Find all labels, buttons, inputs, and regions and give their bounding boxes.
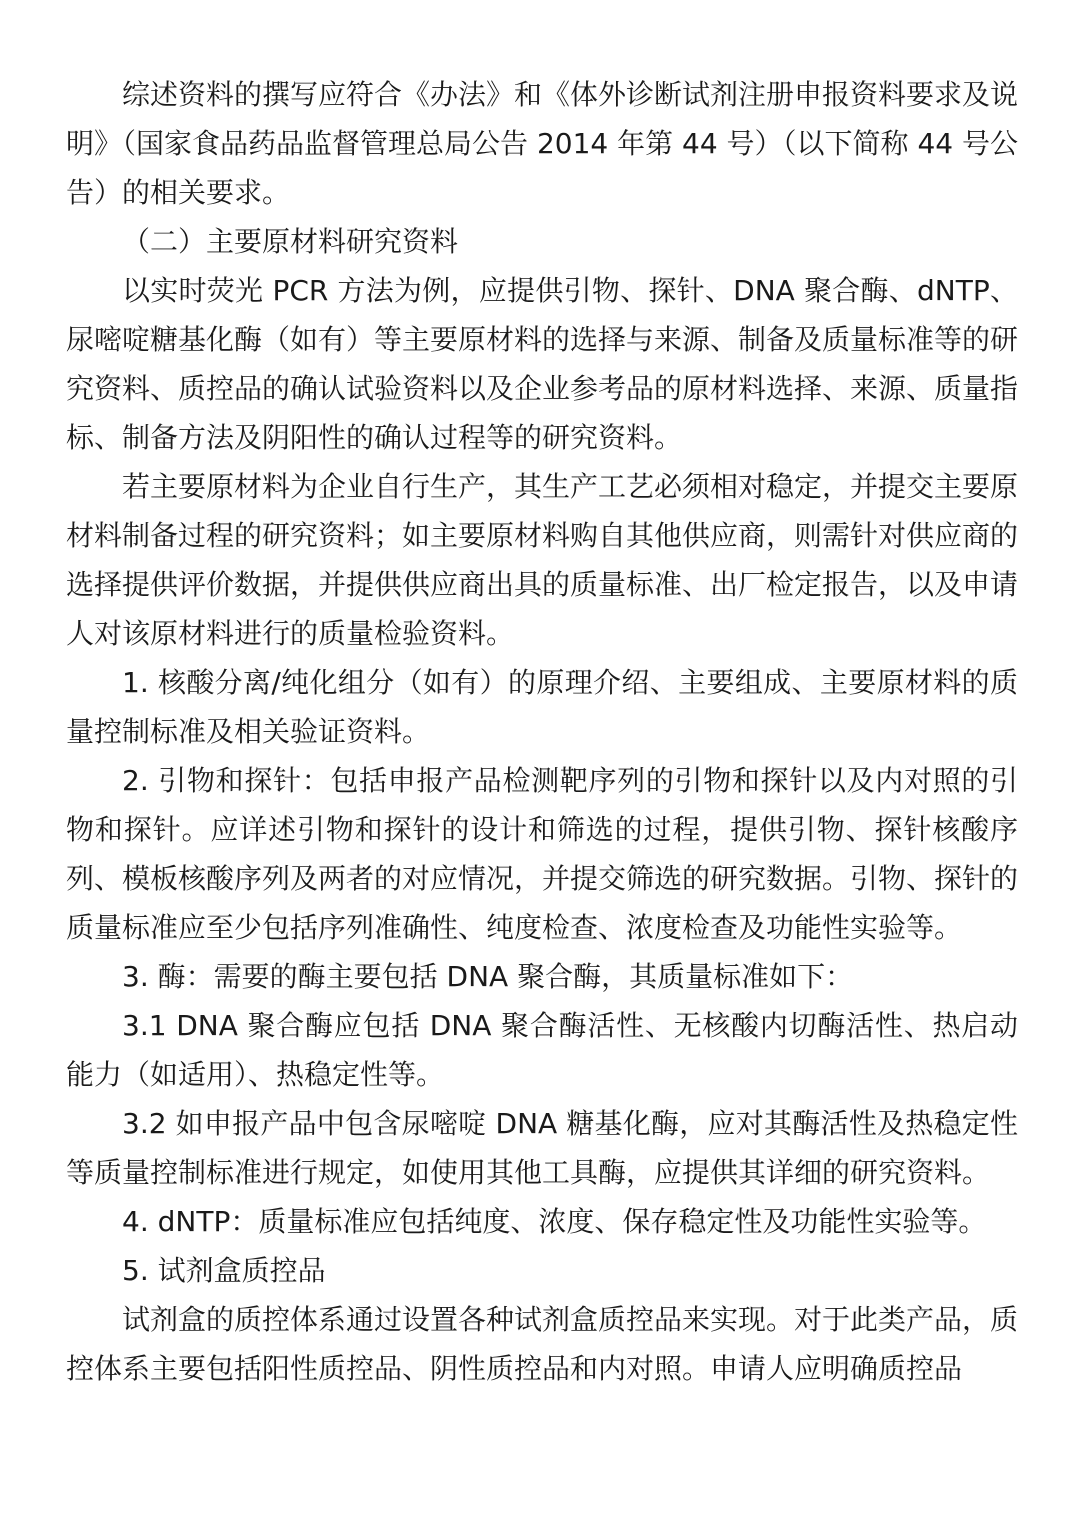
paragraph-overview-requirements: 综述资料的撰写应符合《办法》和《体外诊断试剂注册申报资料要求及说明》（国家食品药品监督管理总局公告 2014 年第 44 号）（以下简称 44 号公告）的相关要求。 — [66, 78, 1019, 209]
item-primers-probes: 2. 引物和探针：包括申报产品检测靶序列的引物和探针以及内对照的引物和探针。应详述引物和探针的设计和筛选的过程，提供引物、探针核酸序列、模板核酸序列及两者的对应情况，并提交筛选的研究数据。引物、探针的质量标准应至少包括序列准确性、纯度检查、浓度检查及功能性实验等。 — [66, 764, 1019, 944]
item-ung-enzyme: 3.2 如申报产品中包含尿嘧啶 DNA 糖基化酶，应对其酶活性及热稳定性等质量控制标准进行规定，如使用其他工具酶，应提供其详细的研究资料。 — [66, 1107, 1018, 1189]
item-nucleic-acid-purification: 1. 核酸分离/纯化组分（如有）的原理介绍、主要组成、主要原材料的质量控制标准及相关验证资料。 — [66, 666, 1018, 748]
item-kit-controls: 5. 试剂盒质控品 — [122, 1254, 326, 1287]
item-dna-polymerase: 3.1 DNA 聚合酶应包括 DNA 聚合酶活性、无核酸内切酶活性、热启动能力（如适用）、热稳定性等。 — [66, 1009, 1018, 1091]
item-enzymes: 3. 酶：需要的酶主要包括 DNA 聚合酶，其质量标准如下： — [122, 960, 854, 993]
paragraph-control-system: 试剂盒的质控体系通过设置各种试剂盒质控品来实现。对于此类产品，质控体系主要包括阳性质控品、阴性质控品和内对照。申请人应明确质控品 — [66, 1303, 1019, 1385]
paragraph-pcr-materials: 以实时荧光 PCR 方法为例，应提供引物、探针、DNA 聚合酶、dNTP、尿嘧啶糖基化酶（如有）等主要原材料的选择与来源、制备及质量标准等的研究资料、质控品的确认试验资料以及企业参考品的原材料选择、来源、质量指标、制备方法及阴阳性的确认过程等的研究资料。 — [66, 274, 1019, 454]
paragraph-supplier-requirements: 若主要原材料为企业自行生产，其生产工艺必须相对稳定，并提交主要原材料制备过程的研究资料；如主要原材料购自其他供应商，则需针对供应商的选择提供评价数据，并提供供应商出具的质量标准、出厂检定报告，以及申请人对该原材料进行的质量检验资料。 — [66, 470, 1019, 650]
document-page — [66, 70, 1018, 1393]
item-dntp: 4. dNTP：质量标准应包括纯度、浓度、保存稳定性及功能性实验等。 — [122, 1205, 987, 1238]
section-heading-raw-materials: （二）主要原材料研究资料 — [122, 225, 459, 258]
